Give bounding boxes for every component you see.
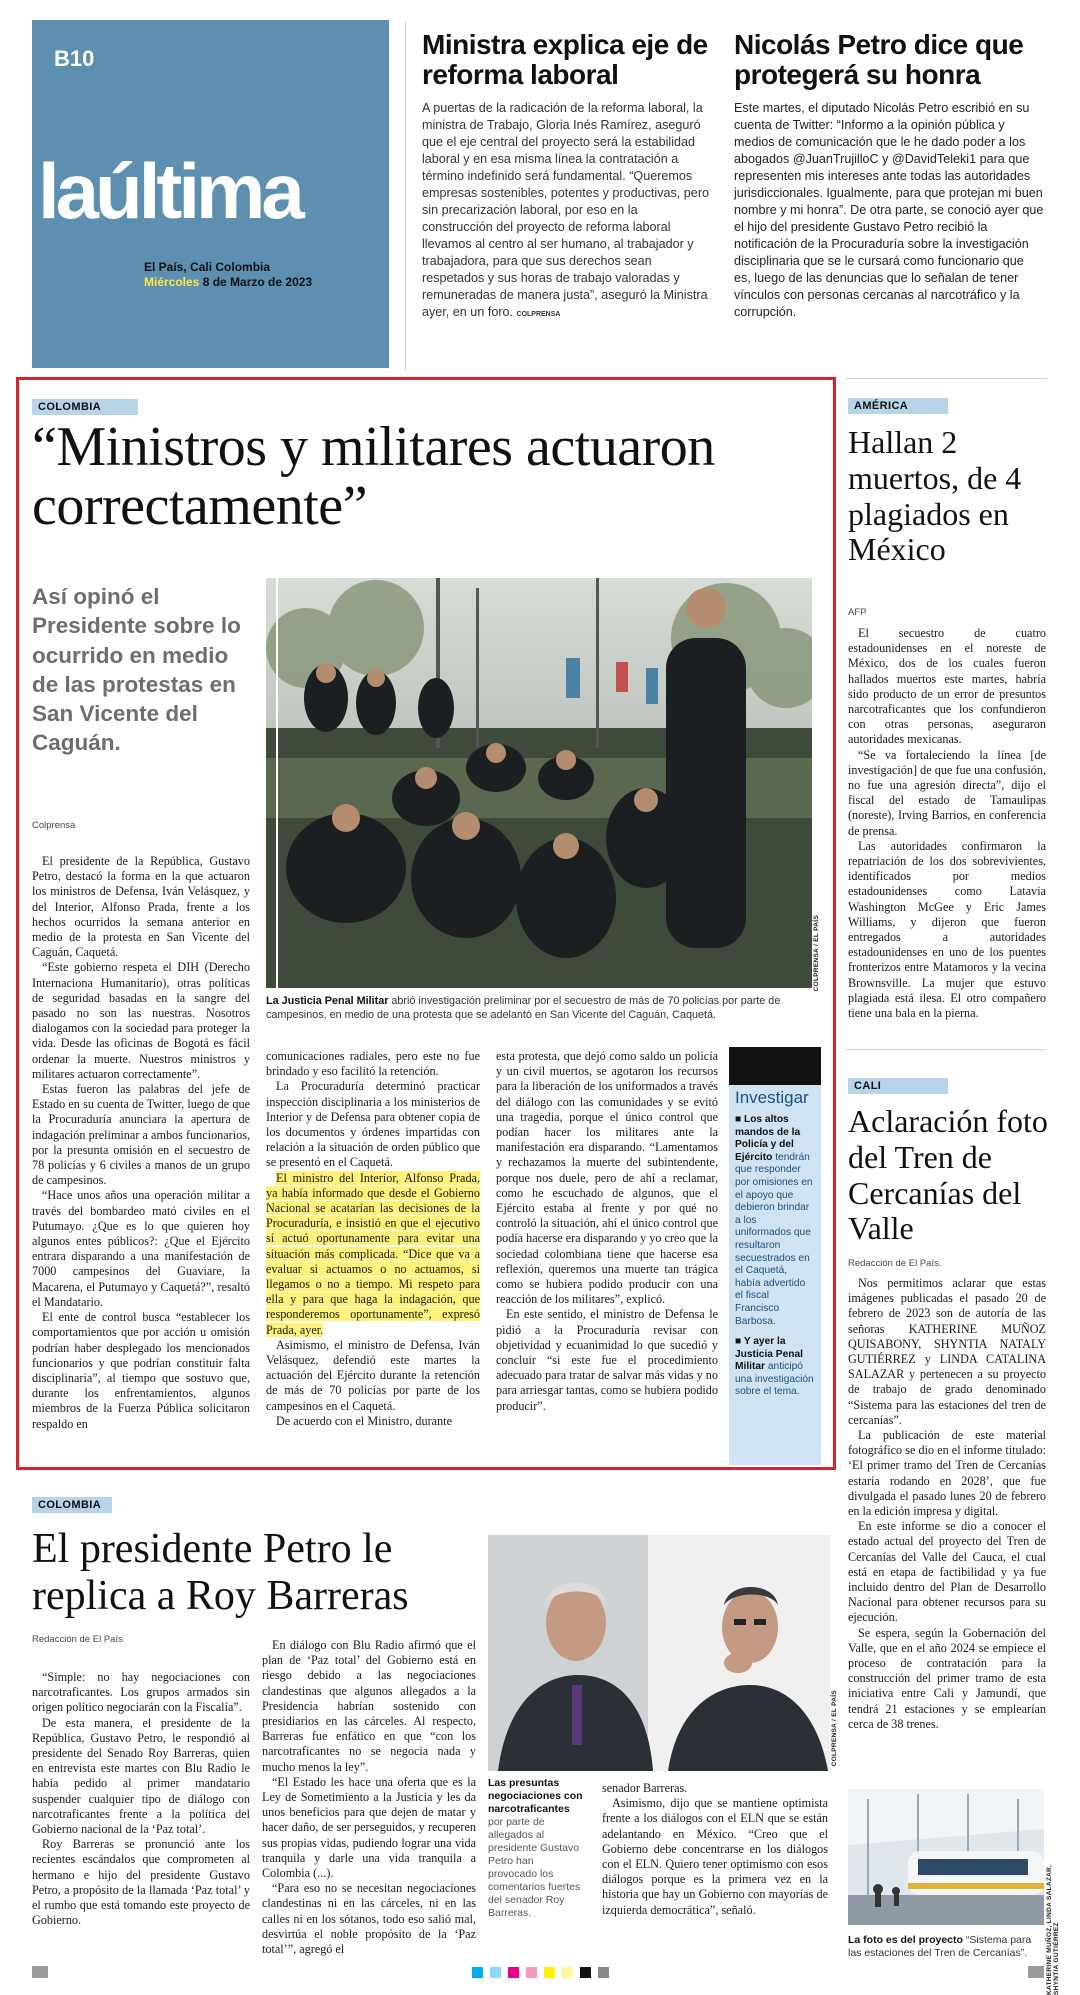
masthead	[32, 20, 389, 368]
column-rule	[846, 378, 1046, 379]
brief-source: COLPRENSA	[516, 310, 561, 318]
photo-credit: COLPRENSA / EL PAÍS	[831, 1690, 838, 1767]
section-kicker: COLOMBIA	[32, 1497, 112, 1513]
paragraph: Roy Barreras se pronunció ante los recientes escándalos que comprometen al hermano e hijo del presidente Gustavo Petro, a propósito de la llamada ‘Paz total’ y el rumbo que está tomando este proyecto de Gobierno.	[32, 1837, 250, 1928]
sidebar-item: ■ Y ayer la Justicia Penal Militar anticipó una investigación sobre el tema.	[735, 1336, 814, 1398]
sidebar-title: Investigar	[735, 1088, 809, 1107]
registration-black	[580, 1967, 591, 1978]
main-column-2	[266, 1049, 480, 1429]
photo-caption	[266, 994, 822, 1022]
brief-title: Ministra explica eje de reforma laboral	[422, 29, 708, 90]
paragraph: En diálogo con Blu Radio afirmó que el plan de ‘Paz total’ del Gobierno está en riesgo debido a las negociaciones clandestinas que algunos allegados a la Presidencia habrían sostenido con presidiarios en las cárceles. Al respecto, Barreras fue enfático en que “con los narcotraficantes no se negocia nada y mucho menos la ley”.	[262, 1638, 476, 1774]
paragraph: La publicación de este material fotográfico se dio en el informe titulado: ‘El primer tramo del Tren de Cercanías estaría rodando en 2028’, que fue divulgada el pasado lunes 20 de febrero en la edición impresa y digital.	[848, 1428, 1046, 1519]
brief-nicolas-petro	[734, 30, 1044, 321]
paragraph: El presidente de la República, Gustavo Petro, destacó la forma en la que actuaron los ministros de Defensa, Iván Velásquez, y del Interior, Alfonso Prada, frente a los hechos ocurridos la semana anterior en medio de la protesta en San Vicente del Caguán, Caquetá.	[32, 854, 250, 960]
edition-day: 8 de Marzo de 2023	[202, 275, 313, 289]
edition-city: El País, Cali Colombia	[144, 260, 271, 274]
page-number: B10	[54, 46, 95, 71]
paragraph: En este sentido, el ministro de Defensa le pidió a la Procuraduría revisar con objetividad y ecuanimidad lo que sucedió y concluir “si este fue el procedimiento adecuado para tratar de salvar más vidas y no para arriesgar tantas, como se hubiera podido producir”.	[496, 1307, 718, 1413]
paragraph: De esta manera, el presidente de la República, Gustavo Petro, le respondió al presidente del Senado Roy Barreras, quien en entrevista este martes con Blu Radio le había pedido al primer mandatario suspender cualquier tipo de diálogo con narcotraficantes frente a la política del Gobierno nacional de la ‘Paz total’.	[32, 1715, 250, 1837]
sidebar-item-text: anticipó una investigación sobre el tema.	[735, 1361, 814, 1398]
column-rule	[846, 1049, 1046, 1050]
brief-reforma-laboral	[422, 30, 710, 323]
sidebar-item-lead: Y ayer la Justicia Penal Militar	[735, 1336, 803, 1373]
paragraph: comunicaciones radiales, pero este no fue brindado y eso facilitó la retención.	[266, 1049, 480, 1079]
caption-text: por parte de allegados al presidente Gustavo Petro han provocado los comentarios fuertes del senador Roy Barreras.	[488, 1816, 581, 1919]
photo-petro-barreras	[488, 1535, 830, 1771]
section-kicker: CALI	[848, 1078, 948, 1094]
paragraph: La Procuraduría determinó practicar inspección disciplinaria a los ministerios de Interior y de Defensa para obtener copia de los documentos y órdenes impartidas con relación a la situación de orden público que se presentó en el Caquetá.	[266, 1079, 480, 1170]
cali-photo-caption	[848, 1934, 1046, 1960]
main-byline: Colprensa	[32, 820, 76, 831]
bottom-byline: Redacción de El País	[32, 1634, 123, 1645]
paragraph: “Hace unos años una operación militar a través del bombardeo mató civiles en el Putumayo. ¿Que es lo que quieren hoy algunos entes públicos?: ¿Que el Ejército entrara disparando a una manifestación de 7000 campesinos del Guaviare, la Macarena, el Putumayo y Caquetá?”, resaltó el Mandatario.	[32, 1188, 250, 1309]
paragraph: Asimismo, el ministro de Defensa, Iván Velásquez, defendió este martes la actuación del Ejército durante la retención de más de 70 policías por parte de los campesinos en el Caquetá.	[266, 1337, 480, 1413]
registration-yellow	[544, 1967, 555, 1978]
caption-text: abrió investigación preliminar por el secuestro de más de 70 policías por parte de campesinos, en medio de una protesta que se adelantó en San Vicente del Caguán, Caquetá.	[266, 995, 781, 1021]
brief-body: A puertas de la radicación de la reforma laboral, la ministra de Trabajo, Gloria Inés Ramírez, aseguró que el eje central del proyecto será la estabilidad laboral y en esa misma línea la contratación a término indefinido será fundamental. “Queremos empresas sostenibles, potentes y productivas, pero sin precarización laboral, por eso en la construcción del proyecto de reforma laboral llevamos al centro al ser humano, al trabajador y trabajadora, para que sus derechos sean respetados y sus horas de trabajo valoradas y remuneradas de manera justa”, aseguró la Ministra ayer, en un foro.	[422, 100, 710, 319]
sidebar-item-text: tendrán que responder por omisiones en el apoyo que debieron brindar a los uniformados que resultaron secuestrados en el Caquetá, había advertido el fiscal Francisco Barbosa.	[735, 1151, 813, 1327]
edition-date	[144, 260, 312, 290]
paragraph: “Para eso no se necesitan negociaciones clandestinas ni en las cárceles, ni en las calles ni en los sótanos, todo eso salió mal, desvirtúa el noble propósito de la ‘Paz total’”, agregó el	[262, 1881, 476, 1957]
america-body	[848, 626, 1046, 1021]
sidebar-investigar	[729, 1047, 821, 1465]
edition-weekday: Miércoles	[144, 275, 200, 289]
photo-police-protest	[266, 578, 812, 988]
america-headline: Hallan 2 muertos, de 4 plagiados en México	[848, 424, 1022, 568]
bottom-headline: El presidente Petro le replica a Roy Barreras	[32, 1526, 409, 1620]
photo-credit: COLPRENSA / EL PAÍS	[813, 915, 820, 992]
caption-lead: Las presuntas negociaciones con narcotraficantes	[488, 1777, 583, 1815]
paragraph: Asimismo, dijo que se mantiene optimista frente a los diálogos con el ELN que se están adelantando en México. “Creo que el Gobierno debe concentrarse en los diálogos con el ELN. Quiero tener optimismo con esos diálogos porque es la primera vez en la historia que hay un Gobierno con mayorías de izquierda democrática”, señaló.	[602, 1796, 828, 1917]
sidebar-header-bar	[729, 1047, 821, 1085]
paragraph: esta protesta, que dejó como saldo un policía y un civil muertos, se agotaron los recursos para la liberación de los uniformados a través del diálogo con las comunidades y se evitó una tragedia, porque el único control que podían hacer los militares ante la manifestación era disparando. “Lamentamos y rechazamos la muerte del subintendente, porque nos duele, pero de ahí a reclamar, como he escuchado de algunos, que el Ejército estaba al frente y por qué no controló la situación, ahí el único control que podía hacerse era disparando y yo creo que la sociedad colombiana tiene que hacerse esa reflexión, queremos una muerte tan trágica como se hubiera podido producir con una reacción de los militares”, explicó.	[496, 1049, 718, 1307]
paragraph: De acuerdo con el Ministro, durante	[276, 1413, 452, 1428]
train-station-illustration	[848, 1789, 1044, 1925]
paragraph: Estas fueron las palabras del jefe de Estado en su cuenta de Twitter, luego de que la Procuraduría anunciara la apertura de indagación preliminar a ambos funcionarios, por la presunta omisión en el secuestro de 78 policías y 6 civiles a manos de un grupo de campesinos.	[32, 1082, 250, 1188]
caption-lead: La foto es del proyecto	[848, 1934, 963, 1946]
bottom-photo-caption	[488, 1777, 584, 1920]
sidebar-item: ■ Los altos mandos de la Policía y del Ejército tendrán que responder por omisiones en el apoyo que debieron brindar a los uniformados que resultaron secuestrados en el Caquetá, había advertido el fiscal Francisco Barbosa.	[735, 1114, 813, 1327]
main-headline: “Ministros y militares actuaron correctamente”	[32, 416, 715, 537]
paragraph: “Se va fortaleciendo la línea [de investigación] de que fue una confusión, no fue una agresión directa”, dijo el fiscal del estado de Tamaulipas (noreste), Irving Barrios, en conferencia de prensa.	[848, 747, 1046, 838]
cali-byline: Redacción de El País.	[848, 1258, 942, 1269]
bottom-column-2	[262, 1638, 476, 1957]
sidebar-item-lead: Los altos mandos de la Policía y del Ejército	[735, 1114, 801, 1163]
registration-gray	[598, 1967, 609, 1978]
paragraph: Nos permitimos aclarar que estas imágenes publicadas el pasado 20 de febrero de 2023 son de autoría de las señoras KATHERINE MUÑOZ QUISABONY, SHYNTIA NATALY GUTIÉRREZ y LINDA CATALINA SALAZAR y pertenecen a su proyecto de trabajo de grado denominado “Sistema para las estaciones del tren de cercanías”.	[848, 1276, 1046, 1427]
print-registration-bar	[32, 1966, 1044, 1978]
photo-credit: KATHERINE MUÑOZ, LINDA SALAZAR, SHYNTIA GUTIÉRREZ	[1046, 1864, 1060, 1995]
america-byline: AFP	[848, 607, 867, 618]
cali-body	[848, 1276, 1046, 1732]
main-column-1	[32, 854, 250, 1432]
paragraph: El ente de control busca “establecer los comportamientos que por acción u omisión podrían haber desplegado los mencionados funcionarios y que podrían constituir falta disciplinaria”, al tiempo que sostuvo que, durante los enfrentamientos, algunos miembros de la Fuerza Pública solicitaron respaldo en	[32, 1310, 250, 1431]
paragraph: En este informe se dio a conocer el estado actual del proyecto del Tren de Cercanías del Valle del Cauca, el cual está en etapa de factibilidad y ya fue incluido dentro del Plan de Desarrollo Nacional para obtener recursos para su ejecución.	[848, 1519, 1046, 1625]
highlighted-paragraph: El ministro del Interior, Alfonso Prada, ya había informado que desde el Gobierno Nacional se acatarían las decisiones de la Procuraduría, e insistió en que el ejecutivo sí actuó oportunamente para evitar una situación más complicada. “Dice que va a evaluar si actuamos o no actuamos, si llegamos o no a tiempo. Mi respeto para ella y para que haga la indagación, que responderemos oportunamente”, expresó Prada, ayer.	[266, 1170, 480, 1337]
caption-lead: La Justicia Penal Militar	[266, 995, 389, 1007]
main-deck: Así opinó el Presidente sobre lo ocurrido en medio de las protestas en San Vicente del Caguán.	[32, 584, 241, 756]
registration-light-cyan	[490, 1967, 501, 1978]
paragraph: Las autoridades confirmaron la repatriación de los dos sobrevivientes, identificados por medios estadounidenses como Latavia Washington McGee y Eric James Williams, y dijeron que fueron entregados a autoridades estadounidenses en uno de los puentes fronterizos entre Matamoros y la vecina Brownsville. La mujer que estuvo plagiada está ilesa. El otro compañero tiene una bala en la pierna.	[848, 838, 1046, 1021]
paragraph: “Este gobierno respeta el DIH (Derecho Internaciona Humanitario), otras políticas de seguridad basadas en la sangre del pasado no son las nuestras. Nosotros dialogamos con la sociedad para proteger la vida. Desde las oficinas de Bogotá es fácil ordenar la muerte. Nuestros ministros y militares actuaron correctamente”.	[32, 960, 250, 1081]
registration-light-magenta	[526, 1967, 537, 1978]
registration-magenta	[508, 1967, 519, 1978]
bottom-column-1	[32, 1670, 250, 1928]
paragraph: senador Barreras.	[602, 1781, 688, 1795]
petro-barreras-illustration	[488, 1535, 830, 1771]
brief-body: Este martes, el diputado Nicolás Petro escribió en su cuenta de Twitter: “Informo a la opinión pública y medios de comunicación que le he dado poder a los abogados @JuanTrujilloC y @DavidTeleki1 para que representen mis intereses ante todas las autoridades jurisdiccionales. Igualmente, para que protejan mi buen nombre y mi honra”. De otra parte, se conoció ayer que el hijo del presidente Gustavo Petro recibió la notificación de la Procuraduría sobre la investigación disciplinaria que se le cursará como funcionario que es, luego de las denuncias que lo señalan de tener vínculos con personas cercanas al narcotráfico y la corrupción.	[734, 100, 1044, 319]
paragraph: “Simple: no hay negociaciones con narcotraficantes. Los grupos armados sin origen político negociarán con la Fiscalía”.	[32, 1670, 250, 1715]
registration-cyan	[472, 1967, 483, 1978]
photo-train-station	[848, 1789, 1044, 1925]
bottom-column-3	[602, 1781, 828, 1918]
section-kicker: COLOMBIA	[32, 399, 138, 415]
main-column-3	[496, 1049, 718, 1414]
cali-headline: Aclaración foto del Tren de Cercanías del Valle	[848, 1103, 1048, 1247]
paragraph: “El Estado les hace una oferta que es la Ley de Sometimiento a la Justicia y les da unos beneficios para que dejen de matar y hacer daño, de ser perseguidos, y recuperen sus propias vidas, pudiendo lograr una vida tranquila y darle una vida tranquila a Colombia (...).	[262, 1774, 476, 1881]
registration-light-yellow	[562, 1967, 573, 1978]
brief-title: Nicolás Petro dice que protegerá su honra	[734, 29, 1024, 90]
paragraph: Se espera, según la Gobernación del Valle, que en el año 2024 se empiece el proceso de contratación para la construcción del primer tramo de esta iniciativa entre Cali y Jamundí, que tendrá 21 estaciones y se emplearían cerca de 38 trenes.	[848, 1625, 1046, 1731]
section-logo: laúltima	[38, 147, 301, 235]
protest-photo-illustration	[266, 578, 812, 988]
column-rule	[405, 22, 406, 370]
section-kicker: AMÉRICA	[848, 398, 948, 414]
caption-text: “Sistema para las estaciones del Tren de Cercanías”.	[848, 1934, 1032, 1959]
paragraph: El secuestro de cuatro estadounidenses en el noreste de México, dos de los cuales fueron hallados muertos este martes, habría sido producto de un error de presuntos narcotraficantes que los confundieron con otras personas, aseguraron autoridades mexicanas.	[848, 626, 1046, 747]
